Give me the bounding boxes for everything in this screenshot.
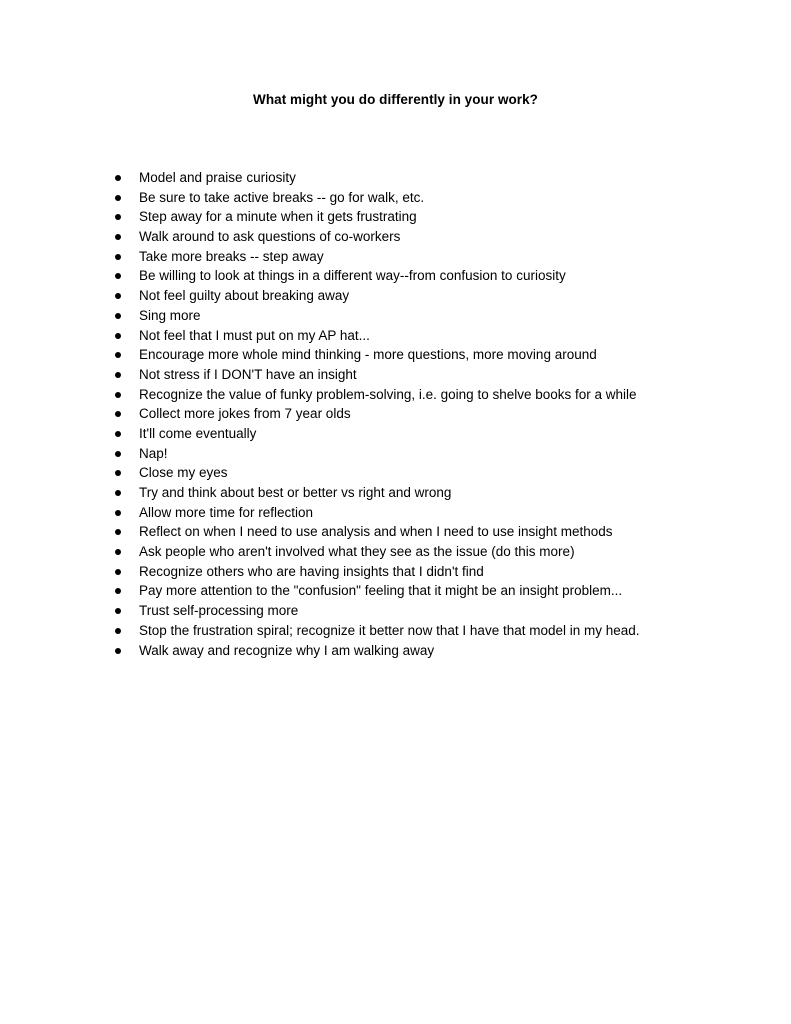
list-item xyxy=(115,286,775,306)
list-item-text: Model and praise curiosity xyxy=(139,170,296,185)
page-title: What might you do differently in your work? xyxy=(253,92,538,107)
list-item-text: Ask people who aren't involved what they see as the issue (do this more) xyxy=(139,544,575,560)
bullet-list xyxy=(115,168,775,660)
list-item xyxy=(115,581,775,601)
list-item xyxy=(115,601,775,621)
list-item-text: Nap! xyxy=(139,445,168,461)
bullet-icon xyxy=(115,510,121,516)
list-item-text: Not feel that I must put on my AP hat... xyxy=(139,327,370,343)
list-item-text: Be willing to look at things in a different way--from confusion to curiosity xyxy=(139,268,566,284)
list-item xyxy=(115,326,775,346)
bullet-icon xyxy=(115,451,121,457)
list-item xyxy=(115,247,775,267)
list-item xyxy=(115,227,775,247)
list-item xyxy=(115,621,775,641)
list-item-text: Be sure to take active breaks -- go for walk, etc. xyxy=(139,189,425,205)
list-item-text: Try and think about best or better vs right and wrong xyxy=(139,485,452,500)
bullet-icon xyxy=(115,273,121,279)
bullet-icon xyxy=(115,333,121,339)
list-item-text: Sing more xyxy=(139,307,201,323)
list-item-text: Encourage more whole mind thinking - more questions, more moving around xyxy=(139,347,597,363)
bullet-icon xyxy=(115,214,121,220)
bullet-icon xyxy=(115,392,121,398)
list-item xyxy=(115,385,775,405)
list-item-text: Recognize the value of funky problem-solving, i.e. going to shelve books for a while xyxy=(139,386,637,402)
list-item xyxy=(115,345,775,365)
list-item xyxy=(115,463,775,483)
list-item-text: Pay more attention to the "confusion" feeling that it might be an insight problem... xyxy=(139,583,623,599)
list-item-text: Collect more jokes from 7 year olds xyxy=(139,406,351,422)
list-item-text: Close my eyes xyxy=(139,465,228,481)
list-item-text: Walk around to ask questions of co-workers xyxy=(139,229,401,245)
list-item xyxy=(115,365,775,385)
list-item xyxy=(115,641,775,661)
list-item-text: Recognize others who are having insights that I didn't find xyxy=(139,563,484,579)
bullet-icon xyxy=(115,411,121,417)
list-item xyxy=(115,562,775,582)
list-item-text: Step away for a minute when it gets frustrating xyxy=(139,209,417,225)
bullet-icon xyxy=(115,588,121,594)
list-item-text: Reflect on when I need to use analysis and when I need to use insight methods xyxy=(139,524,613,540)
list-item-text: It'll come eventually xyxy=(139,425,257,441)
list-item xyxy=(115,266,775,286)
list-item xyxy=(115,444,775,464)
list-item xyxy=(115,188,775,208)
list-item-text: Not stress if I DON'T have an insight xyxy=(139,366,357,382)
list-item xyxy=(115,168,775,188)
bullet-icon xyxy=(115,608,121,614)
list-item xyxy=(115,483,775,503)
bullet-icon xyxy=(115,470,121,476)
bullet-icon xyxy=(115,195,121,201)
list-item-text: Stop the frustration spiral; recognize it better now that I have that model in my head. xyxy=(139,622,640,638)
bullet-icon xyxy=(115,352,121,358)
list-item xyxy=(115,424,775,444)
list-item-text: Not feel guilty about breaking away xyxy=(139,288,350,304)
bullet-icon xyxy=(115,490,121,496)
bullet-icon xyxy=(115,628,121,634)
list-item-text: Take more breaks -- step away xyxy=(139,248,324,264)
bullet-icon xyxy=(115,175,121,181)
list-item xyxy=(115,542,775,562)
bullet-icon xyxy=(115,431,121,437)
bullet-icon xyxy=(115,648,121,654)
list-item-text: Allow more time for reflection xyxy=(139,504,314,520)
list-item xyxy=(115,522,775,542)
bullet-icon xyxy=(115,234,121,240)
list-item xyxy=(115,207,775,227)
bullet-icon xyxy=(115,569,121,575)
list-item-text: Walk away and recognize why I am walking away xyxy=(139,642,435,658)
bullet-icon xyxy=(115,549,121,555)
bullet-icon xyxy=(115,254,121,260)
bullet-icon xyxy=(115,372,121,378)
bullet-icon xyxy=(115,529,121,535)
list-item xyxy=(115,404,775,424)
list-item xyxy=(115,503,775,523)
list-item-text: Trust self-processing more xyxy=(139,603,299,619)
list-item xyxy=(115,306,775,326)
bullet-icon xyxy=(115,313,121,319)
bullet-icon xyxy=(115,293,121,299)
